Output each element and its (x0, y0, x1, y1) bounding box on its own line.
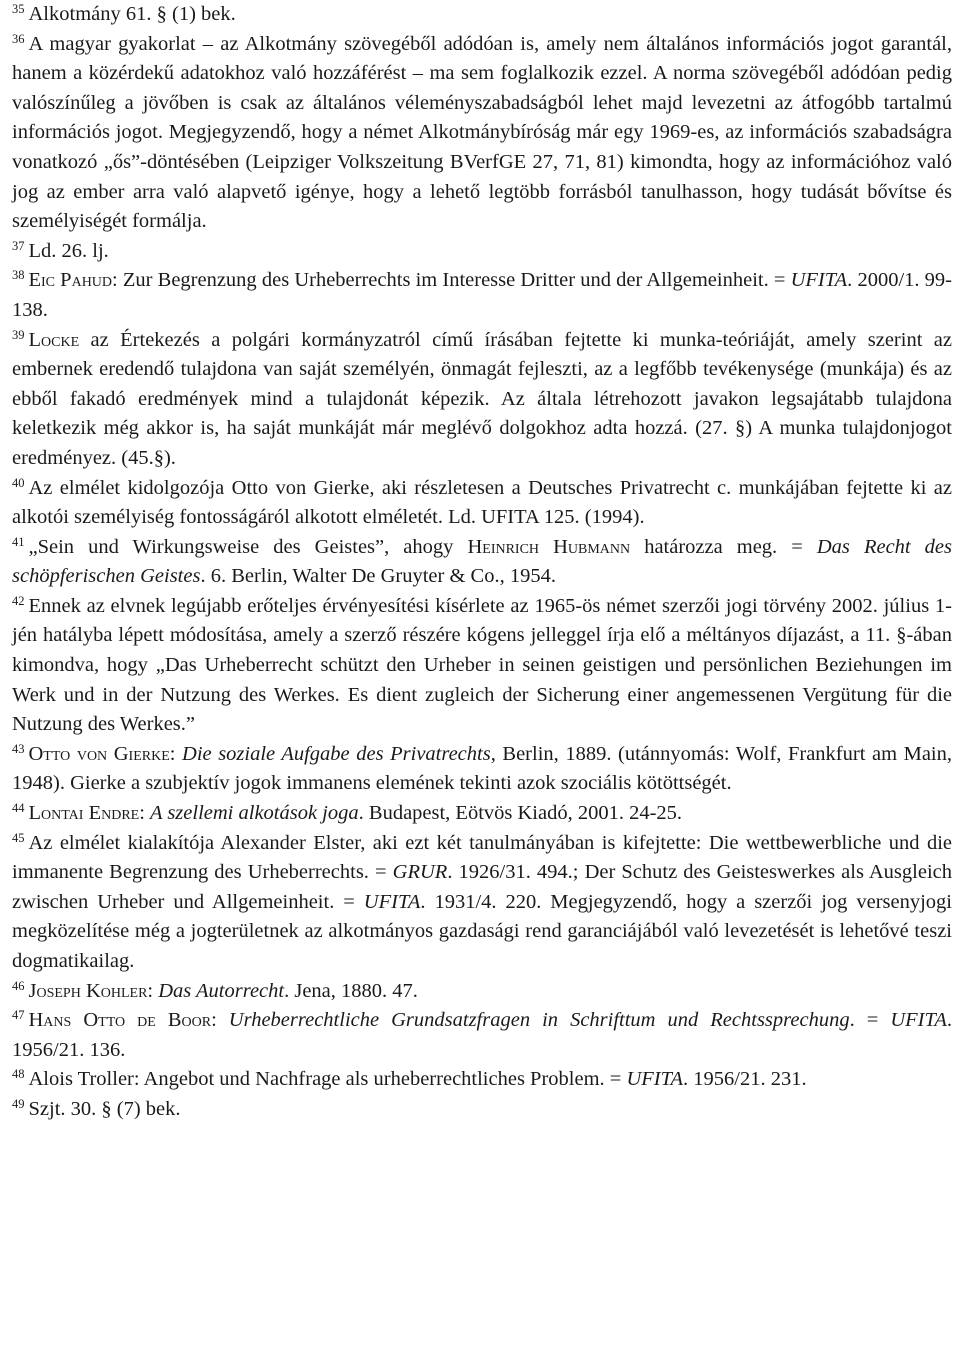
footnote-46 (12, 977, 952, 1007)
author-name: Eic Pahud (28, 269, 113, 292)
author-name: Hans Otto de Boor (28, 1009, 212, 1032)
author-name: Otto von Gierke (28, 742, 170, 765)
footnote-text: . 1956/21. 231. (683, 1068, 807, 1091)
footnote-list (12, 0, 952, 1125)
title-italic: UFITA (790, 269, 848, 292)
title-italic: Das Autorrecht (158, 979, 285, 1002)
footnote-43 (12, 740, 952, 799)
footnote-40 (12, 474, 952, 533)
footnote-text: A magyar gyakorlat – az Alkotmány szövegéből adódóan is, amely nem általános információs jogot garantál, hanem a közérdekű adatokhoz való hozzáférést – ma sem foglalkozik ezzel. A norma szövegéből adódóan pedig valószínűleg a jövőben is csak az általános véleményszabadságból lehet majd levezetni az átfogóbb tartalmú információs jogot. Megjegyzendő, hogy a német Alkotmánybíróság már egy 1969-es, az információs szabadságra vonatkozó „ős”-döntésében (Leipziger Volkszeitung BVerfGE 27, 71, 81) kimondta, hogy az információhoz való jog az ember arra való alapvető igénye, hogy a lehető legtöbb forrásból tanulhasson, hogy tudását bővítse és személyiségét formálja. (12, 32, 952, 233)
footnote-text: . Budapest, Eötvös Kiadó, 2001. 24-25. (358, 802, 683, 825)
footnote-text: . 2000/1. 99-138. (12, 269, 952, 321)
author-name: Heinrich Hubmann (467, 535, 631, 558)
footnote-number: 39 (12, 327, 25, 342)
footnote-36 (12, 30, 952, 237)
footnote-38 (12, 266, 952, 325)
footnote-number: 37 (12, 238, 25, 253)
footnote-text: . 1926/31. 494.; Der Schutz des Geisteswerkes als Ausgleich zwischen Urheber und Allgemeinheit. = (12, 861, 952, 913)
footnote-49 (12, 1095, 952, 1125)
title-italic: UFITA (363, 890, 421, 913)
footnote-text: az Értekezés a polgári kormányzatról című írásában fejtette ki munka-teóriáját, amely szerint az embernek eredendő tulajdona van saját személyén, önmagát fejleszti, az a legfőbb tevékenysége (munkája) és az ebből fakadó eredmények mind a tulajdonát képezik. Az általa létrehozott javakon legsajátabb tulajdona keletkezik még akkor is, ha saját munkáját már meglévő dolgokhoz adta hozzá. (27. §) A munka tulajdonjogot eredményez. (45.§). (12, 328, 952, 469)
title-italic: A szellemi alkotások joga (150, 802, 359, 825)
title-italic: Die soziale Aufgabe des Privatrechts (182, 742, 491, 765)
footnote-37 (12, 237, 952, 267)
footnote-47 (12, 1006, 952, 1065)
footnote-text: „Sein und Wirkungsweise des Geistes”, ahogy (28, 535, 468, 558)
footnote-number: 38 (12, 268, 25, 283)
footnote-text: Alkotmány 61. § (1) bek. (28, 3, 236, 25)
footnote-text: Az elmélet kialakítója Alexander Elster, aki ezt két tanulmányában is kifejtette: Die wettbewerbliche und die immanente Begrenzung des Urheberrechts. = (12, 831, 952, 884)
footnote-text: . = (849, 1009, 891, 1032)
footnote-number: 42 (12, 593, 25, 608)
author-name: Lontai Endre (28, 802, 140, 825)
title-italic: GRUR (392, 861, 448, 884)
footnote-text: : (169, 742, 183, 765)
footnote-text: , Berlin, 1889. (utánnyomás: Wolf, Frankfurt am Main, 1948). Gierke a szubjektív jogok immanens elemének tekinti azok szociális kötöttségét. (12, 742, 952, 795)
title-italic: UFITA (890, 1009, 947, 1032)
footnote-number: 35 (12, 2, 25, 16)
footnote-number: 44 (12, 801, 25, 816)
footnote-number: 47 (12, 1008, 25, 1023)
footnote-number: 48 (12, 1067, 25, 1082)
author-name: Joseph Kohler (28, 979, 148, 1002)
footnote-35 (12, 0, 952, 30)
footnote-text: . 1956/21. 136. (12, 1009, 953, 1061)
footnote-42 (12, 592, 952, 740)
footnote-41 (12, 533, 952, 592)
footnote-text: Alois Troller: Angebot und Nachfrage als urheberrechtliches Problem. = (28, 1068, 627, 1091)
footnote-number: 43 (12, 741, 25, 756)
footnote-text: Ennek az elvnek legújabb erőteljes érvényesítési kísérlete az 1965-ös német szerzői jogi törvény 2002. július 1-jén hatályba lépett módosítása, amely a szerző részére kógens jelleggel írja elő a méltányos díjazást, a 11. §-ában kimondva, hogy „Das Urheberrecht schützt den Urheber in seinen geistigen und persönlichen Beziehungen im Werk und in der Nutzung des Werkes. Es dient zugleich der Sicherung einer angemessenen Vergütung für die Nutzung des Werkes.” (12, 594, 952, 736)
footnote-text: határozza meg. = (630, 535, 817, 558)
footnote-number: 41 (12, 534, 25, 549)
footnote-text: : Zur Begrenzung des Urheberrechts im Interesse Dritter und der Allgemeinheit. = (112, 269, 791, 292)
footnote-48 (12, 1065, 952, 1095)
title-italic: Das Recht des schöpferischen Geistes (12, 535, 952, 588)
footnote-text: Szjt. 30. § (7) bek. (28, 1097, 181, 1120)
footnote-39 (12, 326, 952, 474)
footnote-text: . Jena, 1880. 47. (284, 979, 418, 1002)
footnote-number: 49 (12, 1096, 25, 1111)
footnote-number: 36 (12, 31, 25, 46)
footnote-text: Az elmélet kidolgozója Otto von Gierke, aki részletesen a Deutsches Privatrecht c. munkájában fejtette ki az alkotói személyiség fontosságáról alkotott elméletét. Ld. UFITA 125. (1994). (12, 476, 952, 529)
footnote-text: : (147, 979, 159, 1002)
footnote-45 (12, 829, 952, 977)
footnote-number: 46 (12, 978, 25, 993)
footnote-number: 40 (12, 475, 25, 490)
footnote-text: . 6. Berlin, Walter De Gruyter & Co., 1954. (200, 565, 556, 588)
footnote-44 (12, 799, 952, 829)
footnote-number: 45 (12, 830, 25, 845)
author-name: Locke (28, 328, 80, 351)
title-italic: UFITA (626, 1068, 684, 1091)
footnote-text: . 1931/4. 220. Megjegyzendő, hogy a szerzői jog versenyjogi megközelítése még a jogterületnek az alkotmányos gazdasági rend garanciájából való levezetését is lehetővé teszi dogmatikailag. (12, 890, 953, 972)
title-italic: Urheberrechtliche Grundsatzfragen in Schrifttum und Rechtssprechung (228, 1009, 850, 1032)
footnote-text: Ld. 26. lj. (28, 239, 109, 262)
footnote-text: : (211, 1009, 229, 1032)
footnote-text: : (139, 802, 151, 825)
